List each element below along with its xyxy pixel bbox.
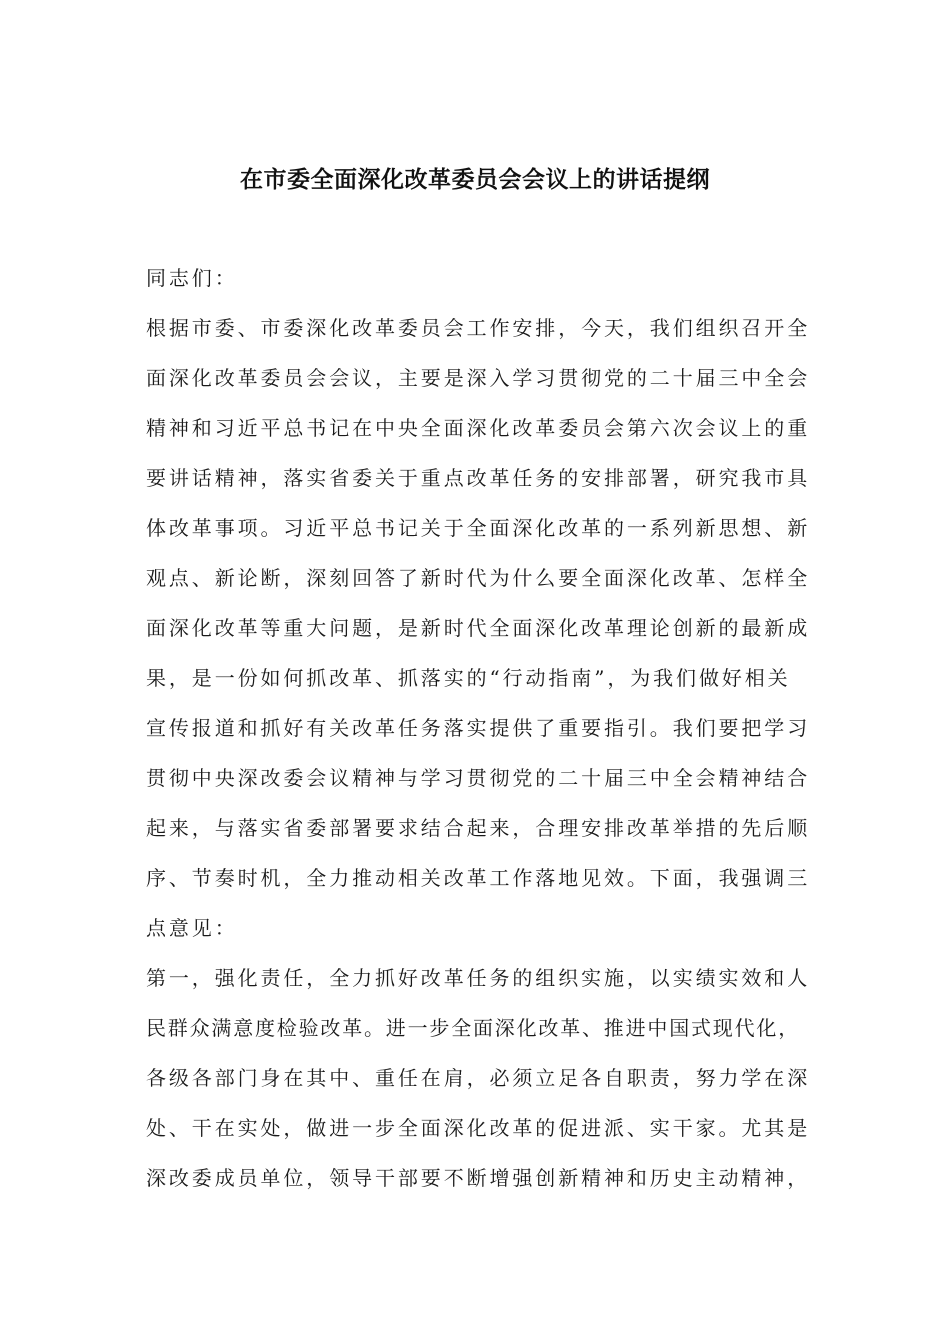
paragraph-line: 贯彻中央深改委会议精神与学习贯彻党的二十届三中全会精神结合: [146, 766, 811, 790]
paragraph-line: 精神和习近平总书记在中央全面深化改革委员会第六次会议上的重: [146, 416, 811, 440]
paragraph-line: 起来，与落实省委部署要求结合起来，合理安排改革举措的先后顺: [146, 816, 811, 840]
paragraph-line: 深改委成员单位，领导干部要不断增强创新精神和历史主动精神，: [146, 1166, 811, 1190]
document-body: [146, 253, 811, 1203]
paragraph-line: 宣传报道和抓好有关改革任务落实提供了重要指引。我们要把学习: [146, 716, 811, 740]
paragraph-line: 第一，强化责任，全力抓好改革任务的组织实施，以实绩实效和人: [146, 966, 811, 990]
greeting-line: 同志们：: [146, 266, 238, 290]
paragraph-line: 面深化改革等重大问题，是新时代全面深化改革理论创新的最新成: [146, 616, 811, 640]
paragraph-line: 民群众满意度检验改革。进一步全面深化改革、推进中国式现代化，: [146, 1016, 800, 1040]
paragraph-line: 点意见：: [146, 916, 238, 940]
paragraph-line: 各级各部门身在其中、重任在肩，必须立足各自职责，努力学在深: [146, 1066, 811, 1090]
paragraph-line: 体改革事项。习近平总书记关于全面深化改革的一系列新思想、新: [146, 516, 811, 540]
paragraph-line: 根据市委、市委深化改革委员会工作安排，今天，我们组织召开全: [146, 316, 811, 340]
paragraph-line: 要讲话精神，落实省委关于重点改革任务的安排部署，研究我市具: [146, 466, 811, 490]
paragraph-line: 果，是一份如何抓改革、抓落实的“行动指南”，为我们做好相关: [146, 666, 791, 690]
paragraph-line: 面深化改革委员会会议，主要是深入学习贯彻党的二十届三中全会: [146, 366, 811, 390]
paragraph-line: 处、干在实处，做进一步全面深化改革的促进派、实干家。尤其是: [146, 1116, 811, 1140]
paragraph-2: [146, 953, 811, 1203]
paragraph-line: 序、节奏时机，全力推动相关改革工作落地见效。下面，我强调三: [146, 866, 811, 890]
paragraph-line: 观点、新论断，深刻回答了新时代为什么要全面深化改革、怎样全: [146, 566, 811, 590]
paragraph-1: [146, 303, 811, 953]
document-title: 在市委全面深化改革委员会会议上的讲话提纲: [240, 166, 710, 193]
